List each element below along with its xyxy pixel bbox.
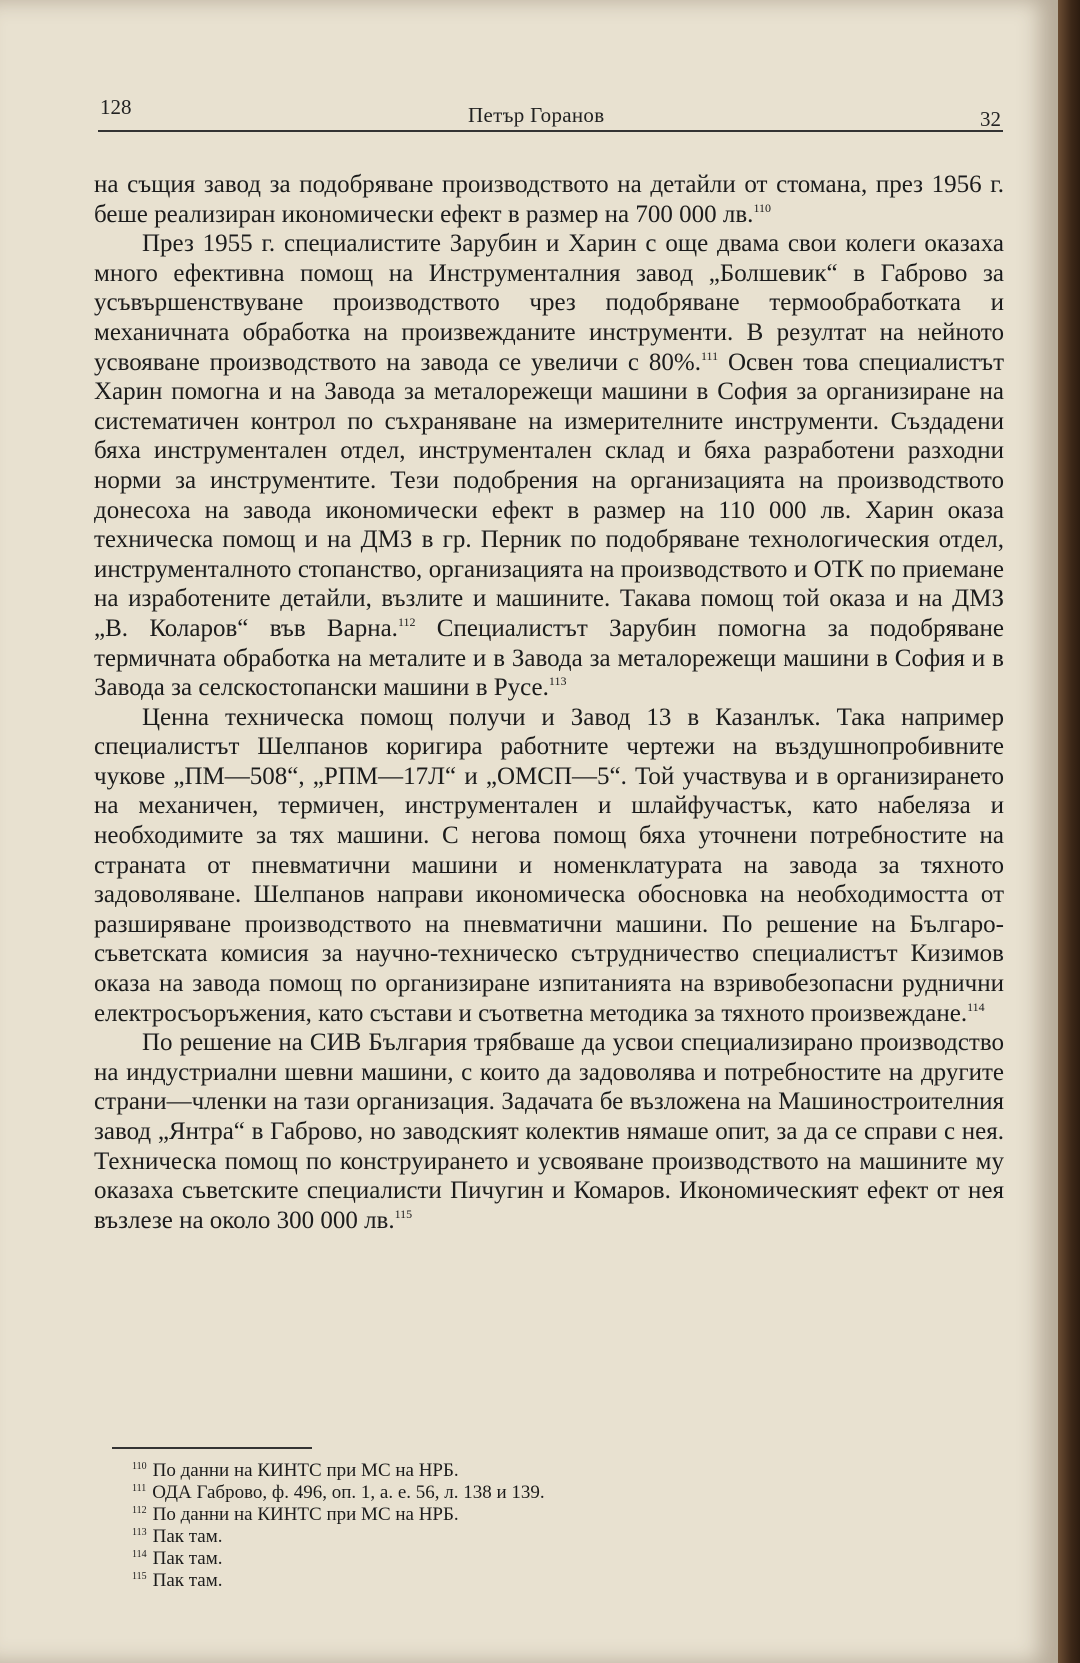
footnote-rule (112, 1447, 312, 1449)
running-header (98, 95, 1003, 135)
footnote: $^{113}$ Пак там. (132, 1526, 223, 1547)
footnote: $^{115}$ Пак там. (132, 1570, 223, 1591)
footnote: $^{112}$ По данни на КИНТС при МС на НРБ. (132, 1504, 459, 1525)
footnote-ref: 114 (967, 999, 985, 1014)
footnote: $^{114}$ Пак там. (132, 1548, 223, 1569)
paragraph: По решение на СИВ България трябваше да усвои специализирано производство на индустриални шевни машини, с които да задоволява и потребностите на другите страни—членки на тази организация. Задачата бе възложена на Машиностроителния завод „Янтра“ в Габрово, но заводският колектив нямаше опит, за да се справи с нея. Техническа помощ по конструирането и усвояване производството на машините му оказаха съветските специалисти Пичугин и Комаров. Икономическият ефект от нея възлезе на около 300 000 лв.$^{115}$ (94, 1029, 1004, 1234)
footnote-ref: 113 (548, 674, 567, 689)
page-number: 128 (100, 95, 132, 119)
footnote: $^{110}$ По данни на КИНТС при МС на НРБ. (132, 1460, 459, 1481)
footnotes (132, 1460, 832, 1592)
footnote-ref: 111 (700, 348, 719, 363)
paragraph: Ценна техническа помощ получи и Завод 13 в Казанлък. Така например специалистът Шелпанов коригира работните чертежи на въздушнопробивните чукове „ПМ—508“, „РПМ—17Л“ и „ОМСП—5“. Той участвува и в организирането на механичен, термичен, инструментален и шлайфучастък, като набеляза и необходимите за тях машини. С негова помощ бяха уточнени потребностите на страната от пневматични машини и номенклатурата на завода за тяхното задоволяване. Шелпанов направи икономическа обосновка на необходимостта от разширяване производството на пневматични машини. По решение на Българо-съветската комисия за научно-техническо сътрудничество специалистът Кизимов оказа на завода помощ по организиране изпитанията на взривобезопасни руднични електросъоръжения, като състави и съответна методика за тяхното произвеждане.$^{114}$ (94, 703, 1004, 1027)
footnote-ref: 112 (397, 614, 416, 629)
footnote-ref: 110 (753, 200, 771, 215)
footnote: $^{111}$ ОДА Габрово, ф. 496, оп. 1, а. е. 56, л. 138 и 139. (132, 1482, 545, 1503)
running-title: Петър Горанов (468, 103, 605, 127)
body-text (94, 170, 1004, 1235)
book-edge (1058, 0, 1080, 1663)
paragraph: През 1955 г. специалистите Зарубин и Харин с още двама свои колеги оказаха много ефективна помощ на Инструменталния завод „Болшевик“ в Габрово за усъвършенствуване производството чрез подобряване термообработката и механичната обработка на произвежданите инструменти. В резултат на нейното усвояване производството на завода се увеличи с 80%.$^{111}$ Освен това специалистът Харин помогна и на Завода за металорежещи машини в София за организиране на систематичен контрол по съхраняване на измерителните инструменти. Създадени бяха инструментален отдел, инструментален склад и бяха разработени разходни норми за инструментите. Тези подобрения на организацията на производството донесоха на завода икономически ефект в размер на 110 000 лв. Харин оказа техническа помощ и на ДМЗ в гр. Перник по подобряване технологическия отдел, инструменталното стопанство, организацията на производството и ОТК по приемане на изработените детайли, възлите и машините. Такава помощ той оказа и на ДМЗ „В. Коларов“ във Варна.$^{112}$ Специалистът Зарубин помогна за подобряване термичната обработка на металите и в Завода за металорежещи машини в София и в Завода за селскостопански машини в Русе.$^{113}$ (94, 230, 1005, 702)
paragraph: на същия завод за подобряване производството на детайли от стомана, през 1956 г. беше реализиран икономически ефект в размер на 700 000 лв.$^{110}$ (94, 171, 1004, 228)
chapter-number: 32 (980, 107, 1001, 131)
footnote-ref: 115 (394, 1206, 413, 1221)
header-rule (98, 130, 1003, 132)
